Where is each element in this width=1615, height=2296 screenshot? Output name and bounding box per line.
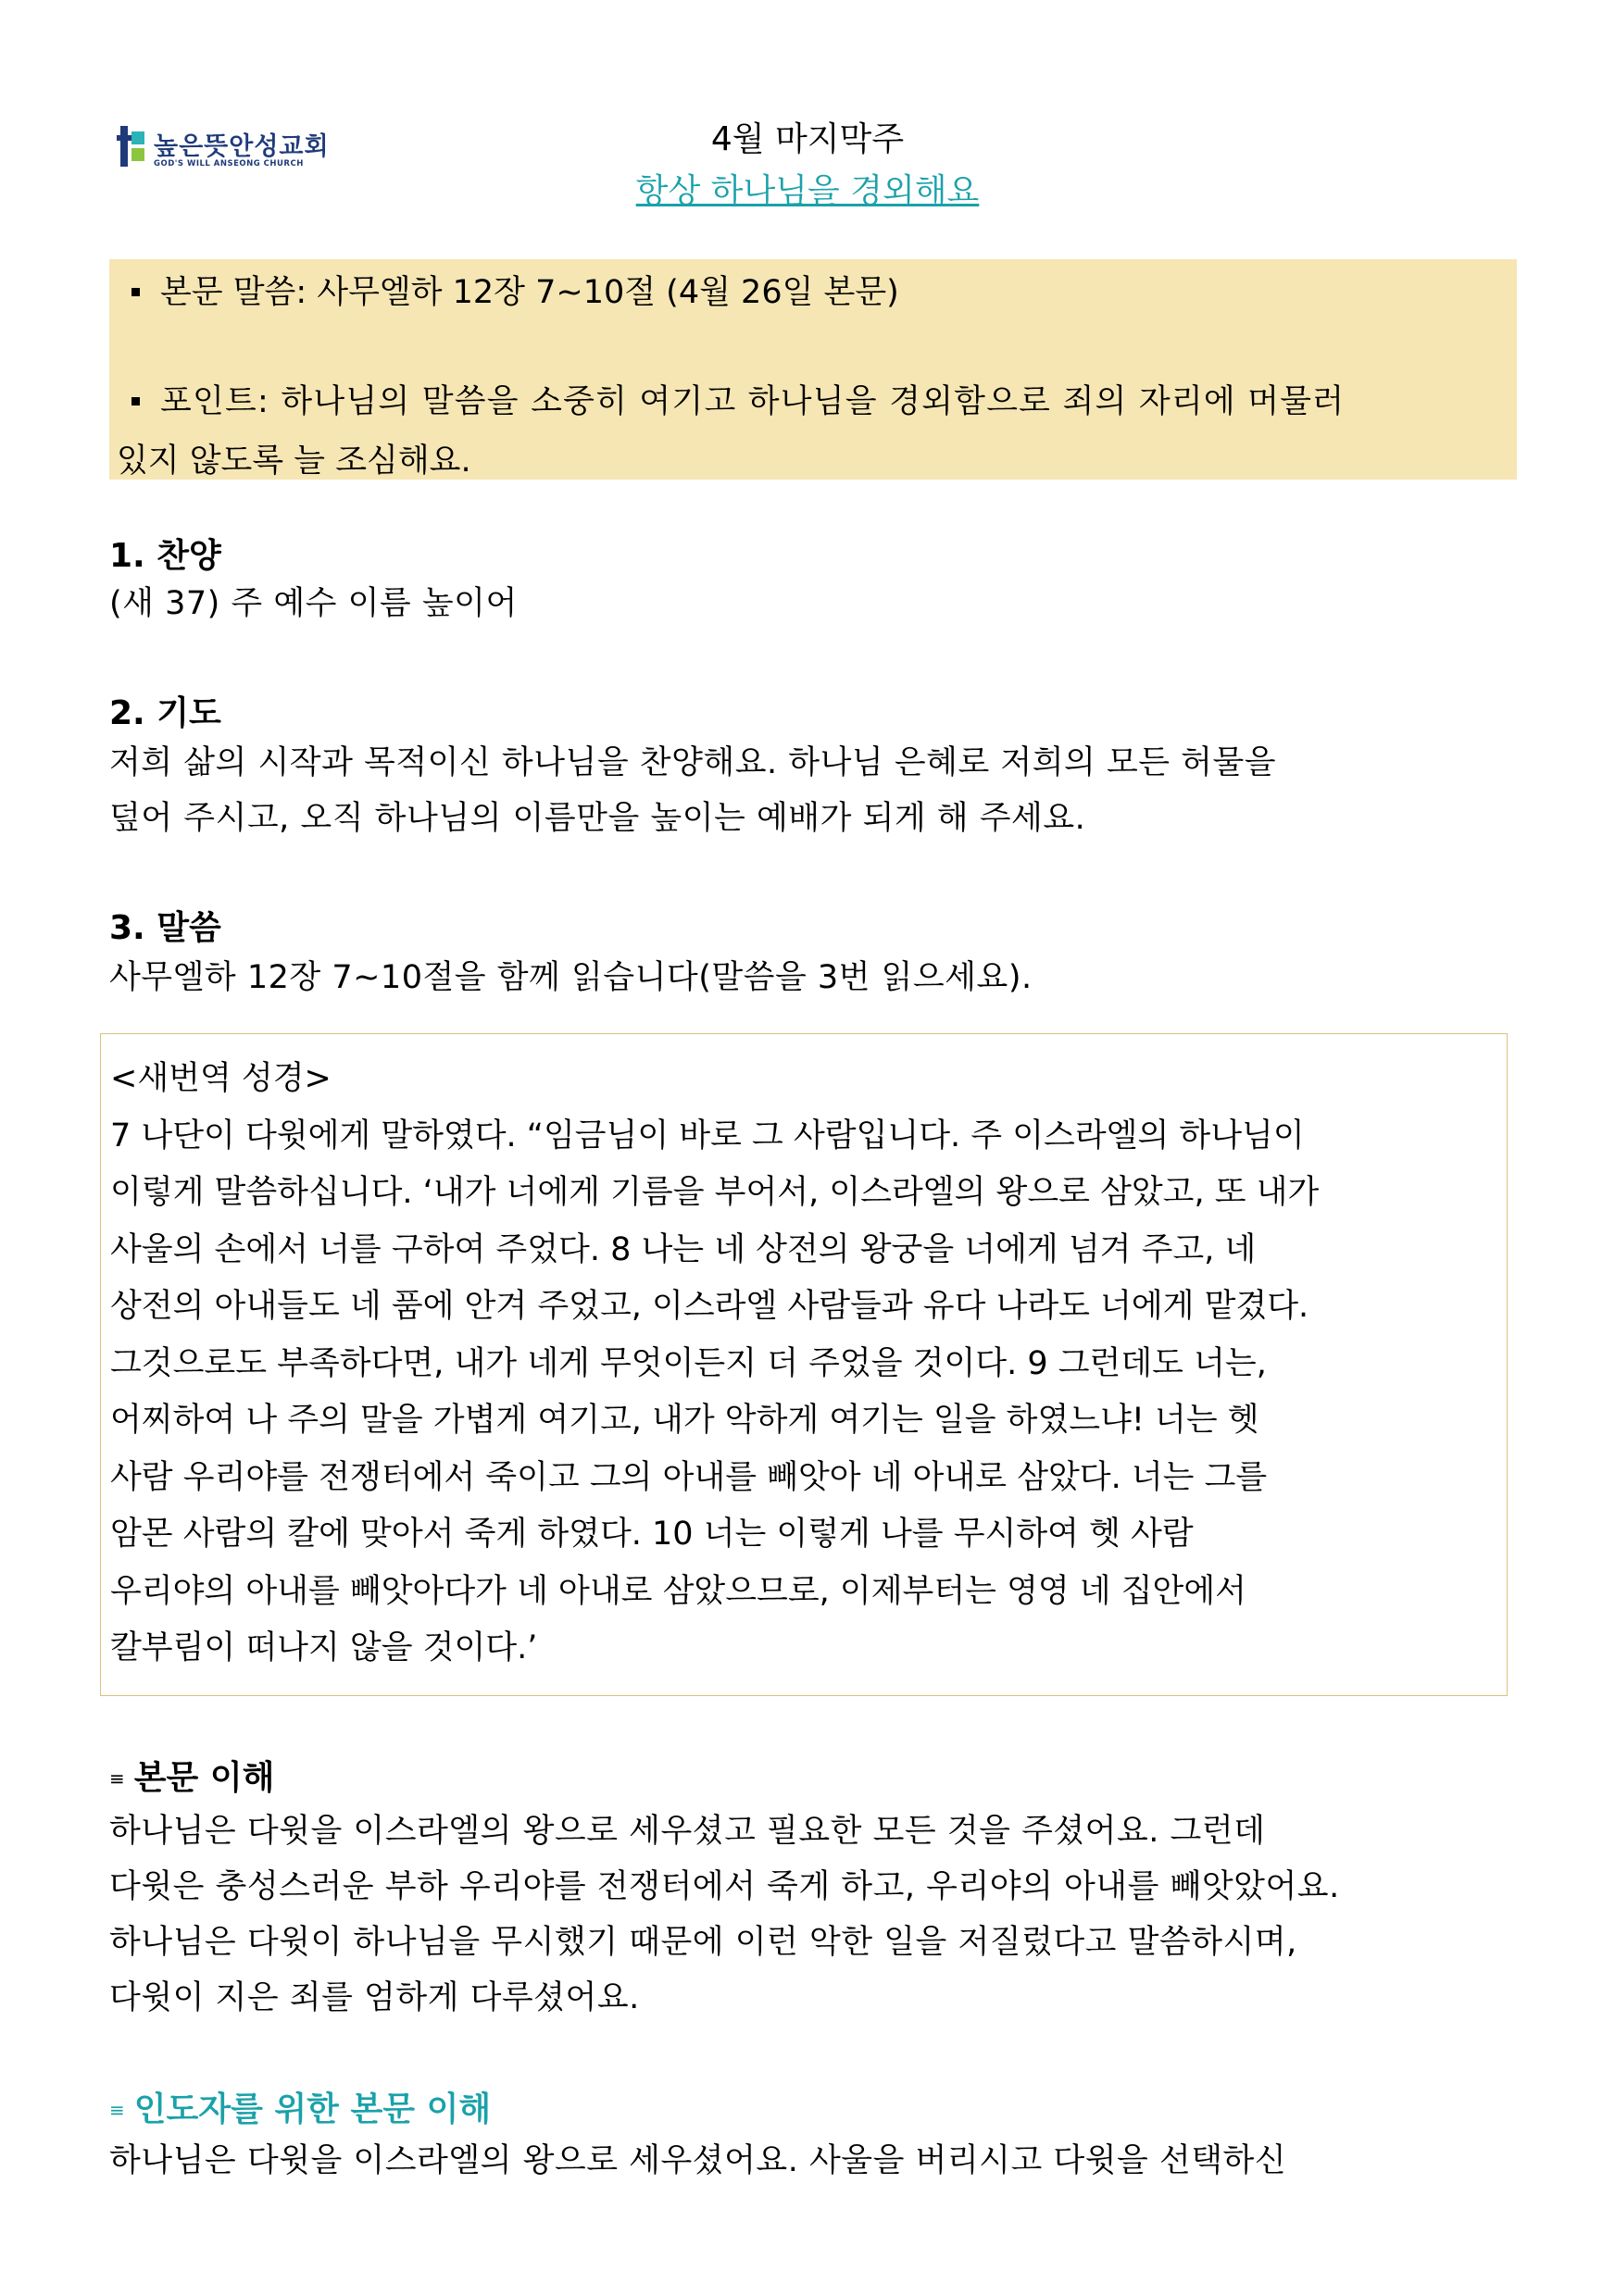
page-title: 항상 하나님을 경외해요	[635, 172, 980, 210]
point-box	[109, 259, 1517, 480]
section-prayer-line2: 덮어 주시고, 오직 하나님의 이름만을 높이는 예배가 되게 해 주세요.	[109, 800, 1086, 837]
section-praise-body: (새 37) 주 예수 이름 높이어	[109, 585, 518, 622]
logo-name: 높은뜻안성교회	[154, 132, 330, 161]
understanding-title: 본문 이해	[133, 1759, 275, 1797]
section-word-title: 3. 말씀	[109, 909, 221, 947]
section-prayer-line1: 저희 삶의 시작과 목적이신 하나님을 찬양해요. 하나님 은혜로 저희의 모든 허물을	[109, 744, 1277, 781]
scripture-line: <새번역 성경>	[110, 1060, 332, 1097]
point-line2: 있지 않도록 늘 조심해요.	[117, 443, 471, 480]
section-word-body: 사무엘하 12장 7~10절을 함께 읽습니다(말씀을 3번 읽으세요).	[109, 959, 1033, 996]
understanding-line: 하나님은 다윗이 하나님을 무시했기 때문에 이런 악한 일을 저질렀다고 말씀하시며,	[109, 1924, 1297, 1961]
scripture-line: 칼부림이 떠나지 않을 것이다.’	[110, 1629, 538, 1666]
text-reference-label: 본문 말씀: 사무엘하 12장 7~10절 (4월 26일 본문)	[160, 274, 899, 311]
leader-title: 인도자를 위한 본문 이해	[133, 2090, 492, 2128]
understanding-line: 다윗이 지은 죄를 엄하게 다루셨어요.	[109, 1979, 640, 2016]
bullet-icon	[131, 288, 140, 296]
scripture-line: 어찌하여 나 주의 말을 가볍게 여기고, 내가 악하게 여기는 일을 하였느냐! 너는 헷	[110, 1402, 1259, 1439]
scripture-line: 사람 우리야를 전쟁터에서 죽이고 그의 아내를 빼앗아 네 아내로 삼았다. 너는 그를	[110, 1458, 1268, 1496]
bullet-icon	[131, 397, 140, 406]
scripture-box	[100, 1033, 1508, 1696]
section-prayer-title: 2. 기도	[109, 694, 221, 732]
point-line	[131, 376, 1502, 422]
scripture-line: 사울의 손에서 너를 구하여 주었다. 8 나는 네 상전의 왕궁을 너에게 넘겨 주고, 네	[110, 1230, 1257, 1268]
scripture-line: 상전의 아내들도 네 품에 안겨 주었고, 이스라엘 사람들과 유다 나라도 너에게 맡겼다.	[110, 1288, 1309, 1325]
scripture-line: 우리야의 아내를 빼앗아다가 네 아내로 삼았으므로, 이제부터는 영영 네 집안에서	[110, 1572, 1246, 1610]
week-label: 4월 마지막주	[710, 120, 905, 158]
section-praise-title: 1. 찬양	[109, 537, 221, 575]
text-reference	[131, 267, 899, 313]
point-line1: 포인트: 하나님의 말씀을 소중히 여기고 하나님을 경외함으로 죄의 자리에 머물러	[160, 383, 1346, 420]
triple-bar-icon: ≡	[109, 1767, 125, 1790]
scripture-line: 이렇게 말씀하십니다. ‘내가 너에게 기름을 부어서, 이스라엘의 왕으로 삼았고, 또 내가	[110, 1174, 1320, 1211]
scripture-line: 그것으로도 부족하다면, 내가 네게 무엇이든지 더 주었을 것이다. 9 그런데도 너는,	[110, 1344, 1267, 1382]
understanding-line: 다윗은 충성스러운 부하 우리야를 전쟁터에서 죽게 하고, 우리야의 아내를 빼앗았어요.	[109, 1868, 1340, 1905]
understanding-line: 하나님은 다윗을 이스라엘의 왕으로 세우셨고 필요한 모든 것을 주셨어요. 그런데	[109, 1813, 1266, 1850]
triple-bar-icon: ≡	[109, 2099, 125, 2121]
logo-subtitle: GOD'S WILL ANSEONG CHURCH	[154, 159, 304, 168]
scripture-line: 7 나단이 다윗에게 말하였다. “임금님이 바로 그 사람입니다. 주 이스라엘의 하나님이	[110, 1117, 1305, 1154]
leader-heading	[109, 2083, 491, 2130]
scripture-line: 암몬 사람의 칼에 맞아서 죽게 하였다. 10 너는 이렇게 나를 무시하여 헷 사람	[110, 1516, 1194, 1553]
understanding-heading	[109, 1752, 274, 1799]
leader-line1: 하나님은 다윗을 이스라엘의 왕으로 세우셨어요. 사울을 버리시고 다윗을 선택하신	[109, 2142, 1287, 2179]
